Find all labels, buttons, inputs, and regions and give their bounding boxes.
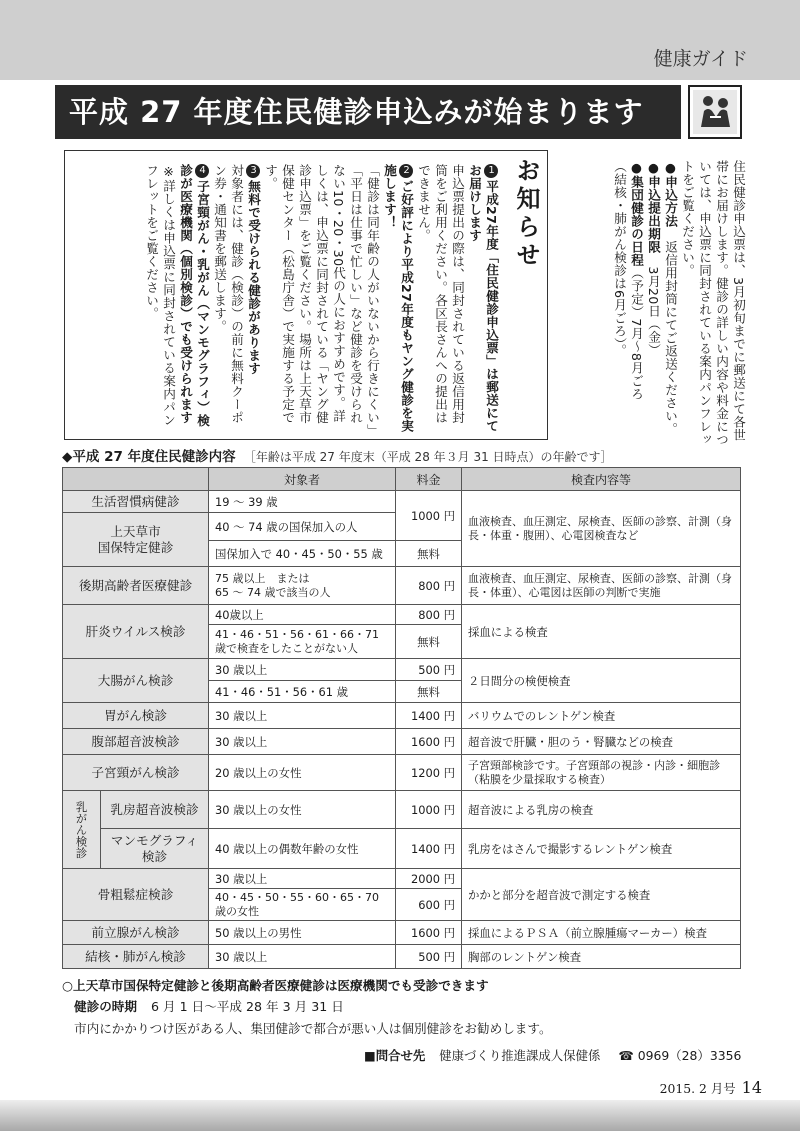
fee-cell: 1000 円 bbox=[396, 791, 462, 829]
content-cell: 血液検査、血圧測定、尿検査、医師の診察、計測（身長・体重）、心電図は医師の判断で実施 bbox=[462, 567, 741, 605]
table-row-name: 腹部超音波検診 bbox=[63, 729, 209, 755]
phone-number: ☎ 0969（28）3356 bbox=[618, 1048, 742, 1063]
issue-label: 2015. 2 月号 bbox=[659, 1081, 736, 1096]
content-cell: 採血によるＰＳＡ（前立腺腫瘍マーカー）検査 bbox=[462, 921, 741, 945]
notice-heading: 無料で受けられる健診があります bbox=[246, 180, 261, 375]
header-blank bbox=[63, 468, 209, 491]
target-cell: 30 歳以上 bbox=[209, 703, 396, 729]
header-content: 検査内容等 bbox=[462, 468, 741, 491]
fee-cell: 2000 円 bbox=[396, 869, 462, 889]
page-title: 平成 27 年度住民健診申込みが始まります bbox=[55, 85, 681, 139]
table-row-name: 肝炎ウイルス検診 bbox=[63, 605, 209, 659]
notice-body: 対象者には、健診（検診）の前に無料クーポン券・通知書を郵送します。 bbox=[212, 164, 244, 424]
fee-cell: 1400 円 bbox=[396, 703, 462, 729]
content-cell: バリウムでのレントゲン検査 bbox=[462, 703, 741, 729]
header-fee: 料金 bbox=[396, 468, 462, 491]
content-cell: 子宮頸部検診です。子宮頸部の視診・内診・細胞診（粘膜を少量採取する検査） bbox=[462, 755, 741, 791]
item-number: 1 bbox=[486, 165, 497, 177]
item-number: 4 bbox=[197, 165, 208, 177]
fee-cell: 無料 bbox=[396, 681, 462, 703]
section-label: 健康ガイド bbox=[653, 48, 748, 70]
target-cell: 75 歳以上 または 65 ～ 74 歳で該当の人 bbox=[209, 567, 396, 605]
target-cell: 40歳以上 bbox=[209, 605, 396, 625]
contact-dept: 健康づくり推進課成人保健係 bbox=[439, 1048, 601, 1063]
notice-title: お知らせ bbox=[512, 158, 540, 270]
target-cell: 41・46・51・56・61 歳 bbox=[209, 681, 396, 703]
table-row-name: 大腸がん検診 bbox=[63, 659, 209, 703]
target-cell: 30 歳以上 bbox=[209, 869, 396, 889]
health-checkup-people-icon bbox=[688, 85, 742, 139]
content-cell: ２日間分の検便検査 bbox=[462, 659, 741, 703]
fee-cell: 1200 円 bbox=[396, 755, 462, 791]
contact-label: ■問合せ先 bbox=[364, 1048, 426, 1063]
notice-items bbox=[80, 164, 500, 434]
intro-paragraph: 住民健診申込票は、3月初旬までに郵送にて各世帯にお届けします。健診の詳しい内容や料金については、申込票に同封されている案内パンフレットをご覧ください。 bbox=[680, 160, 746, 446]
page-footer bbox=[660, 1078, 762, 1097]
fee-cell: 1600 円 bbox=[396, 729, 462, 755]
table-row-name: 前立腺がん検診 bbox=[63, 921, 209, 945]
content-cell: 超音波による乳房の検査 bbox=[462, 791, 741, 829]
notice-heading: 平成27年度「住民健診申込票」は郵送にてお届けします bbox=[467, 164, 499, 433]
content-cell: かかと部分を超音波で測定する検査 bbox=[462, 869, 741, 921]
fee-cell: 1600 円 bbox=[396, 921, 462, 945]
target-cell: 30 歳以上 bbox=[209, 945, 396, 969]
deadline-text: 3月20日（金） bbox=[646, 266, 661, 357]
method-label: ●申込方法 bbox=[663, 160, 678, 228]
item-number: 3 bbox=[248, 165, 259, 177]
schedule-label: ●集団健診の日程 bbox=[629, 160, 644, 267]
breast-group-text: 乳がん検診 bbox=[74, 800, 89, 859]
table-row-name: 生活習慣病健診 bbox=[63, 491, 209, 513]
bottom-band bbox=[0, 1100, 800, 1131]
content-cell: 胸部のレントゲン検査 bbox=[462, 945, 741, 969]
intro-text bbox=[575, 160, 747, 450]
target-cell: 30 歳以上の女性 bbox=[209, 791, 396, 829]
table-row-name: マンモグラフィ 検診 bbox=[101, 829, 209, 869]
target-cell: 40・45・50・55・60・65・70 歳の女性 bbox=[209, 889, 396, 921]
target-cell: 30 歳以上 bbox=[209, 659, 396, 681]
target-cell: 50 歳以上の男性 bbox=[209, 921, 396, 945]
table-row-name: 乳房超音波検診 bbox=[101, 791, 209, 829]
table-row-name: 骨粗鬆症検診 bbox=[63, 869, 209, 921]
fee-cell: 600 円 bbox=[396, 889, 462, 921]
target-cell: 20 歳以上の女性 bbox=[209, 755, 396, 791]
table-row-name: 上天草市 国保特定健診 bbox=[63, 513, 209, 567]
table-title: ◆平成 27 年度住民健診内容 bbox=[62, 449, 236, 465]
fee-cell: 1000 円 bbox=[396, 491, 462, 541]
content-cell: 血液検査、血圧測定、尿検査、医師の診察、計測（身長・体重・腹囲）、心電図検査など bbox=[462, 491, 741, 567]
breast-group-label bbox=[63, 791, 101, 869]
period-label: 健診の時期 bbox=[74, 999, 137, 1014]
contact-info bbox=[364, 1046, 741, 1064]
checkup-period bbox=[74, 996, 344, 1015]
target-cell: 国保加入で 40・45・50・55 歳 bbox=[209, 541, 396, 567]
deadline-label: ●申込提出期限 bbox=[646, 160, 661, 254]
content-cell: 乳房をはさんで撮影するレントゲン検査 bbox=[462, 829, 741, 869]
fee-cell: 500 円 bbox=[396, 945, 462, 969]
fee-cell: 800 円 bbox=[396, 605, 462, 625]
table-row-name: 胃がん検診 bbox=[63, 703, 209, 729]
notice-body: 申込票提出の際は、同封されている返信用封筒をご利用ください。各区長さんへの提出はできません。 bbox=[416, 164, 465, 424]
table-row-name: 後期高齢者医療健診 bbox=[63, 567, 209, 605]
fee-cell: 無料 bbox=[396, 625, 462, 659]
notice-heading: ご好評により平成27年度もヤング健診を実施します！ bbox=[382, 164, 414, 433]
medical-institution-note: ○上天草市国保特定健診と後期高齢者医療健診は医療機関でも受診できます bbox=[62, 978, 489, 993]
schedule-note: （結核・肺がん検診は6月ごろ）。 bbox=[612, 160, 627, 358]
method-text: 返信用封筒にてご返送ください。 bbox=[663, 240, 678, 436]
notice-body: 「健診は同年齢の人がいないから行きにくい」「平日は仕事で忙しい」など健診を受けられない10・20・30代の人におすすめです。詳しくは、申込票に同封されている「ヤング健診申込票」をご覧ください。場所は上天草市保健センター（松島庁舎）で実施する予定です。 bbox=[263, 164, 380, 431]
notice-footnote: ※詳しくは申込票に同封されている案内パンフレットをご覧ください。 bbox=[144, 164, 176, 427]
fee-cell: 500 円 bbox=[396, 659, 462, 681]
checkup-table bbox=[62, 467, 741, 969]
fee-cell: 無料 bbox=[396, 541, 462, 567]
target-cell: 30 歳以上 bbox=[209, 729, 396, 755]
table-heading-note: ［年齢は平成 27 年度末（平成 28 年３月 31 日時点）の年齢です］ bbox=[243, 450, 613, 464]
recommendation-note: 市内にかかりつけ医がある人、集団健診で都合が悪い人は個別健診をお勧めします。 bbox=[74, 1021, 552, 1036]
table-heading bbox=[62, 445, 613, 465]
notice-heading: 子宮頸がん・乳がん（マンモグラフィ）検診が医療機関（個別検診）でも受けられます bbox=[178, 164, 210, 427]
fee-cell: 800 円 bbox=[396, 567, 462, 605]
fee-cell: 1400 円 bbox=[396, 829, 462, 869]
target-cell: 41・46・51・56・61・66・71 歳で検査をしたことがない人 bbox=[209, 625, 396, 659]
target-cell: 40 ～ 74 歳の国保加入の人 bbox=[209, 513, 396, 541]
period-text: 6 月 1 日～平成 28 年 3 月 31 日 bbox=[150, 999, 344, 1014]
target-cell: 19 ～ 39 歳 bbox=[209, 491, 396, 513]
content-cell: 超音波で肝臓・胆のう・腎臓などの検査 bbox=[462, 729, 741, 755]
content-cell: 採血による検査 bbox=[462, 605, 741, 659]
page-number: 14 bbox=[741, 1078, 762, 1097]
table-row-name: 子宮頸がん検診 bbox=[63, 755, 209, 791]
item-number: 2 bbox=[401, 165, 412, 177]
header-target: 対象者 bbox=[209, 468, 396, 491]
schedule-text: （予定）7月～8月ごろ bbox=[629, 266, 644, 401]
table-row-name: 結核・肺がん検診 bbox=[63, 945, 209, 969]
target-cell: 40 歳以上の偶数年齢の女性 bbox=[209, 829, 396, 869]
